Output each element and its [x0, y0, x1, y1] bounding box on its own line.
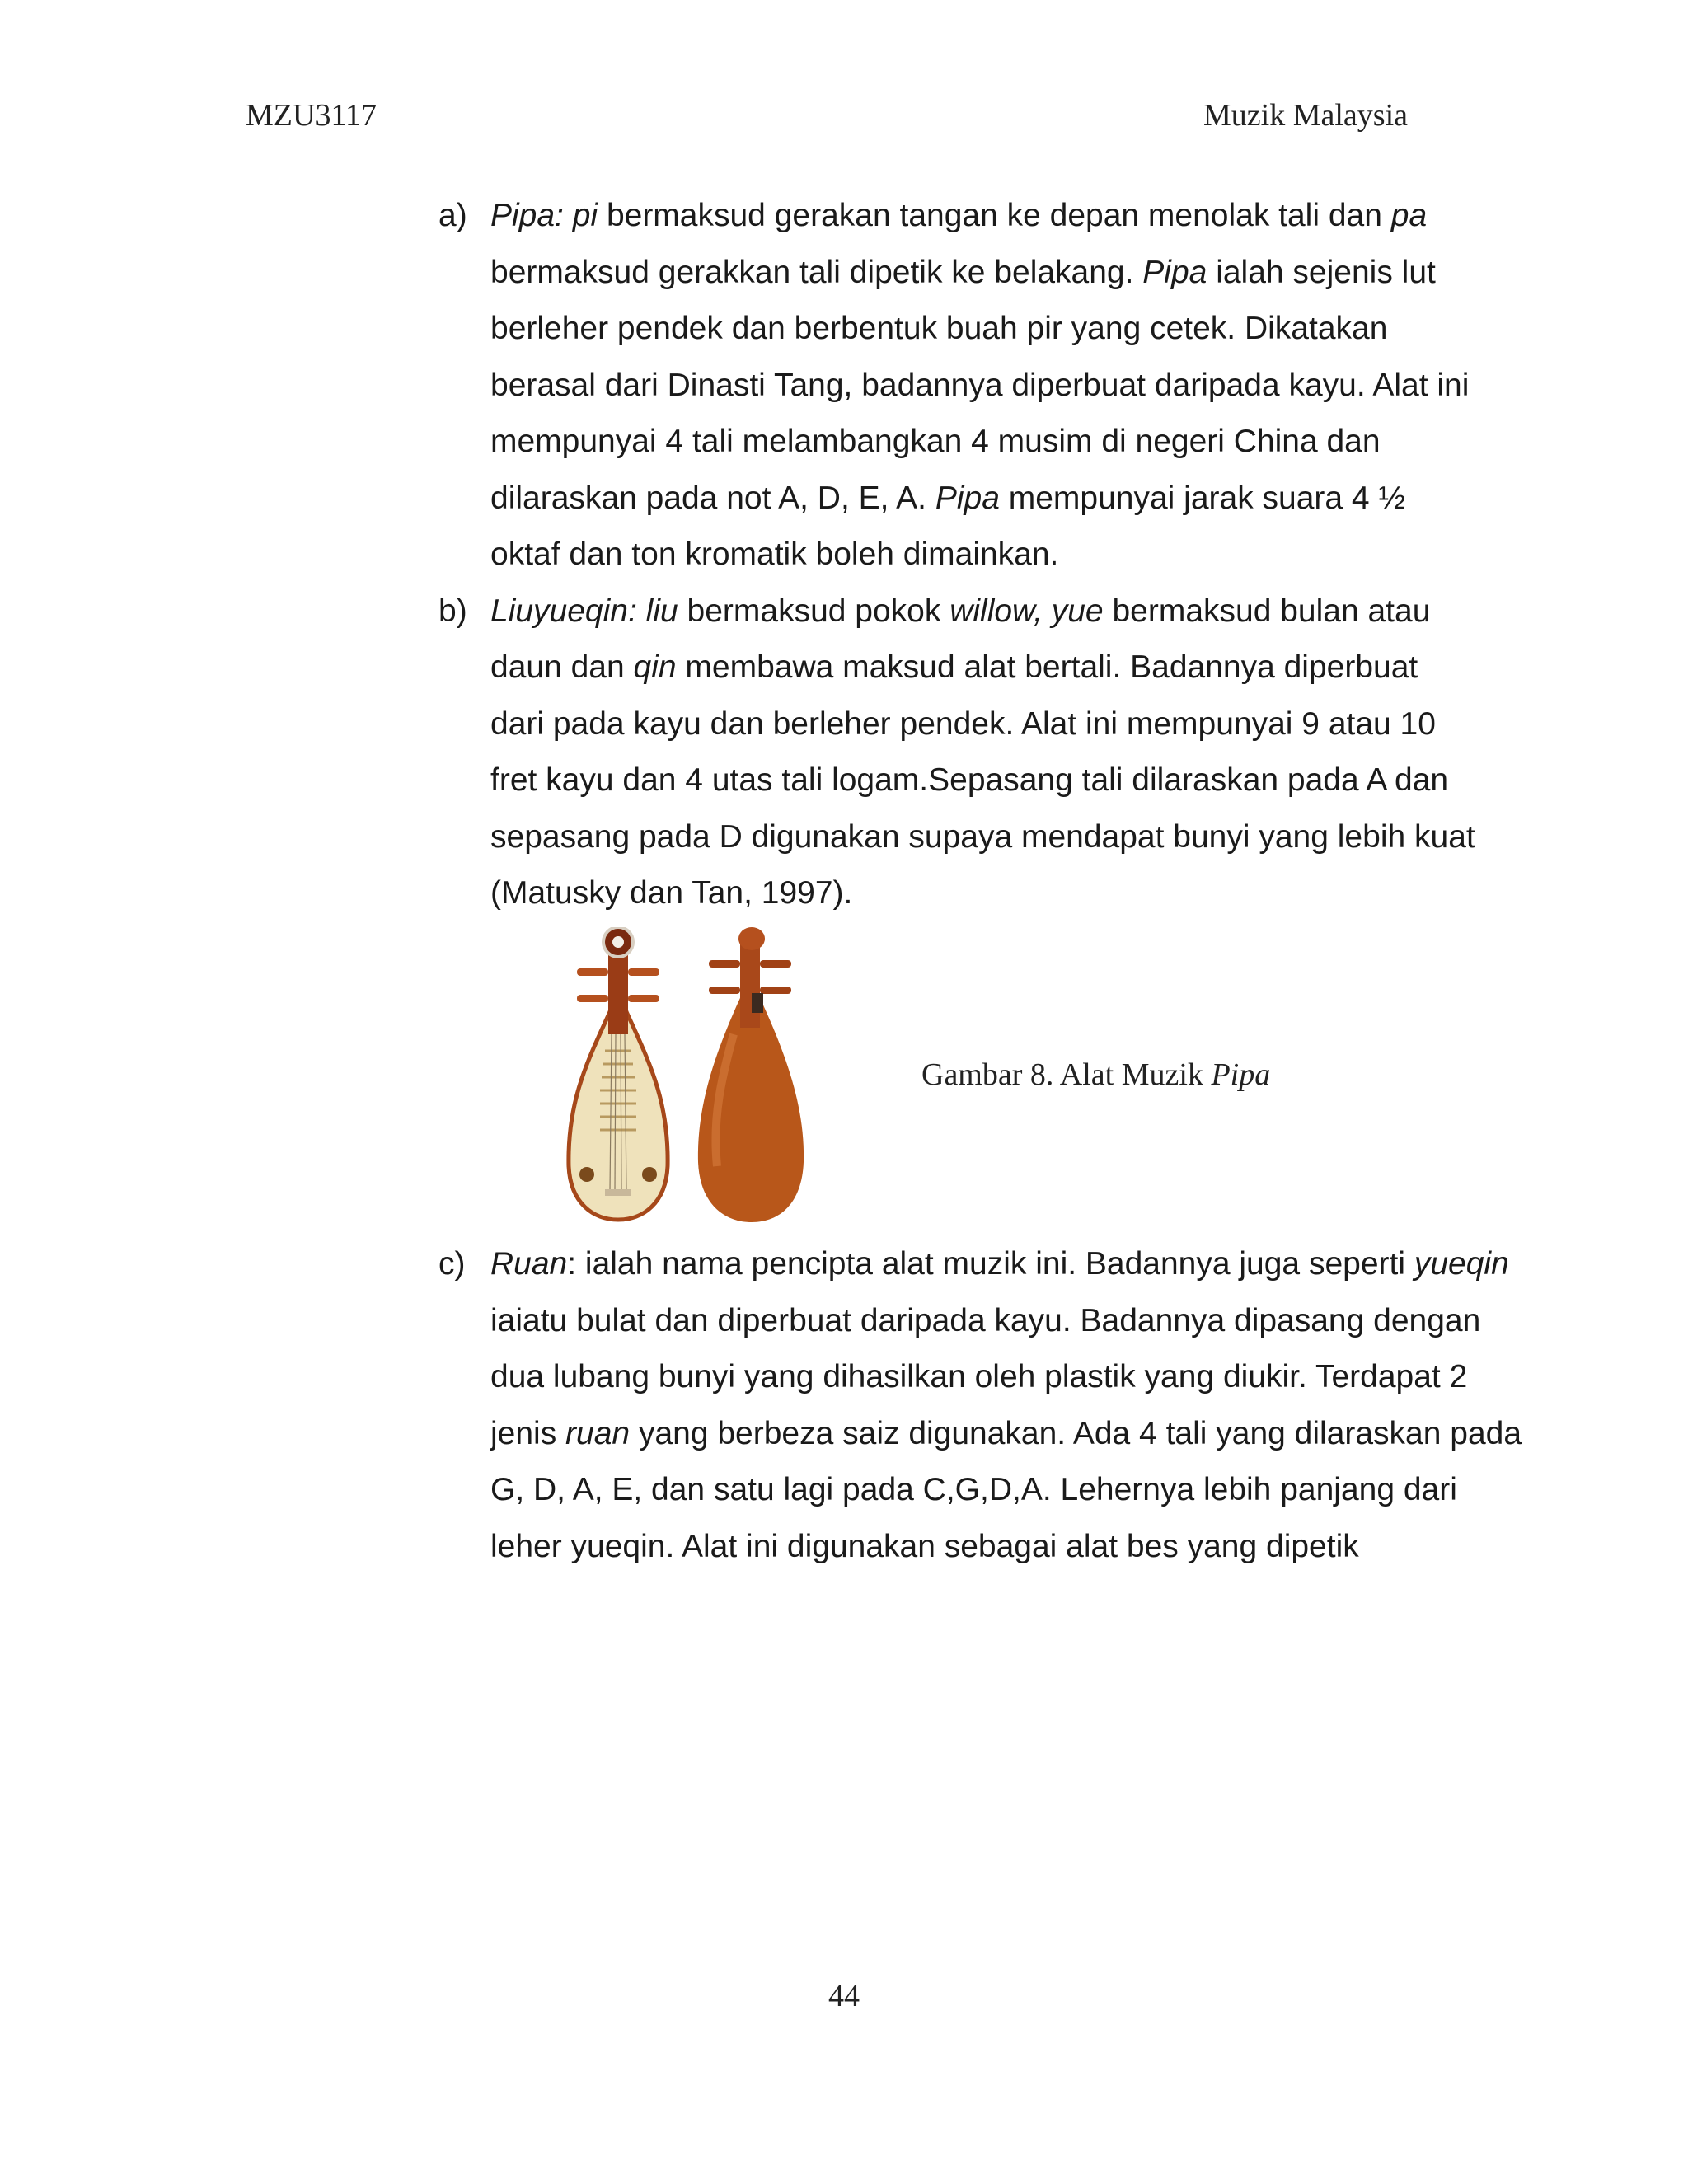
list-item-pipa	[437, 188, 1475, 583]
italic-term: Liuyueqin:	[490, 593, 637, 629]
pipa-back	[698, 927, 804, 1222]
list-item-liuyueqin	[437, 583, 1475, 922]
list-marker: b)	[438, 593, 467, 629]
page-number: 44	[828, 1979, 860, 2013]
text-run: yang berbeza saiz digunakan. Ada 4 tali yang dilaraskan pada G, D, A, E, dan satu lagi pada C,G,D,A. Lehernya lebih panjang dari leher yueqin. Alat ini digunakan sebagai alat bes yang dipetik	[490, 1415, 1522, 1564]
list-marker: c)	[438, 1246, 466, 1282]
italic-term: qin	[633, 649, 677, 685]
header-course-title: Muzik Malaysia	[1203, 98, 1408, 133]
pipa-front	[569, 927, 668, 1220]
italic-term: willow, yue	[950, 593, 1104, 629]
instrument-list	[437, 188, 1475, 922]
pipa-illustration	[536, 927, 849, 1228]
text-run: bermaksud gerakkan tali dipetik ke belakang.	[490, 254, 1143, 290]
text-run: membawa maksud alat bertali. Badannya diperbuat dari pada kayu dan berleher pendek. Alat ini mempunyai 9 atau 10 fret kayu dan 4 utas tali logam.Sepasang tali dilaraskan pada A dan sepasang pada D digunakan supaya mendapat bunyi yang lebih kuat (Matusky dan Tan, 1997).	[490, 649, 1475, 911]
italic-term: pa	[1390, 198, 1428, 233]
pipa-description	[490, 198, 1469, 572]
italic-term: Pipa	[1142, 254, 1207, 290]
header-course-code: MZU3117	[246, 98, 377, 133]
caption-instrument-name: Pipa	[1211, 1057, 1271, 1092]
text-run: bermaksud pokok	[678, 593, 950, 629]
text-run: : ialah nama pencipta alat muzik ini. Badannya juga seperti	[567, 1246, 1414, 1282]
caption-text: Gambar 8. Alat Muzik	[921, 1057, 1212, 1092]
text-run	[564, 198, 573, 233]
text-run: ialah sejenis lut berleher pendek dan berbentuk buah pir yang cetek. Dikatakan berasal dari Dinasti Tang, badannya diperbuat daripada kayu. Alat ini mempunyai 4 tali melambangkan 4 musim di negeri China dan dilaraskan pada not A, D, E, A.	[490, 254, 1470, 516]
ruan-description	[490, 1246, 1522, 1564]
text-run: bermaksud gerakan tangan ke depan menolak tali dan	[598, 198, 1391, 233]
italic-term: Pipa	[935, 480, 1000, 516]
italic-term: pi	[572, 198, 598, 233]
text-run: bermaksud bulan atau daun dan	[490, 593, 1431, 685]
italic-term: yueqin	[1414, 1246, 1509, 1282]
list-marker: a)	[438, 198, 467, 233]
text-run: mempunyai jarak suara 4 ½ oktaf dan ton kromatik boleh dimainkan.	[490, 480, 1405, 572]
liuyueqin-description	[490, 593, 1475, 912]
pipa-image	[536, 927, 849, 1228]
italic-term: ruan	[565, 1415, 631, 1451]
italic-term: Pipa:	[490, 198, 564, 233]
text-run: iaiatu bulat dan diperbuat daripada kayu. Badannya dipasang dengan dua lubang bunyi yang dihasilkan oleh plastik yang diukir. Terdapat 2 jenis	[490, 1302, 1481, 1451]
figure-caption	[921, 1057, 1270, 1093]
list-item-ruan	[437, 1236, 1529, 1575]
text-run	[637, 593, 646, 629]
italic-term: liu	[645, 593, 678, 629]
italic-term: Ruan	[490, 1246, 568, 1282]
